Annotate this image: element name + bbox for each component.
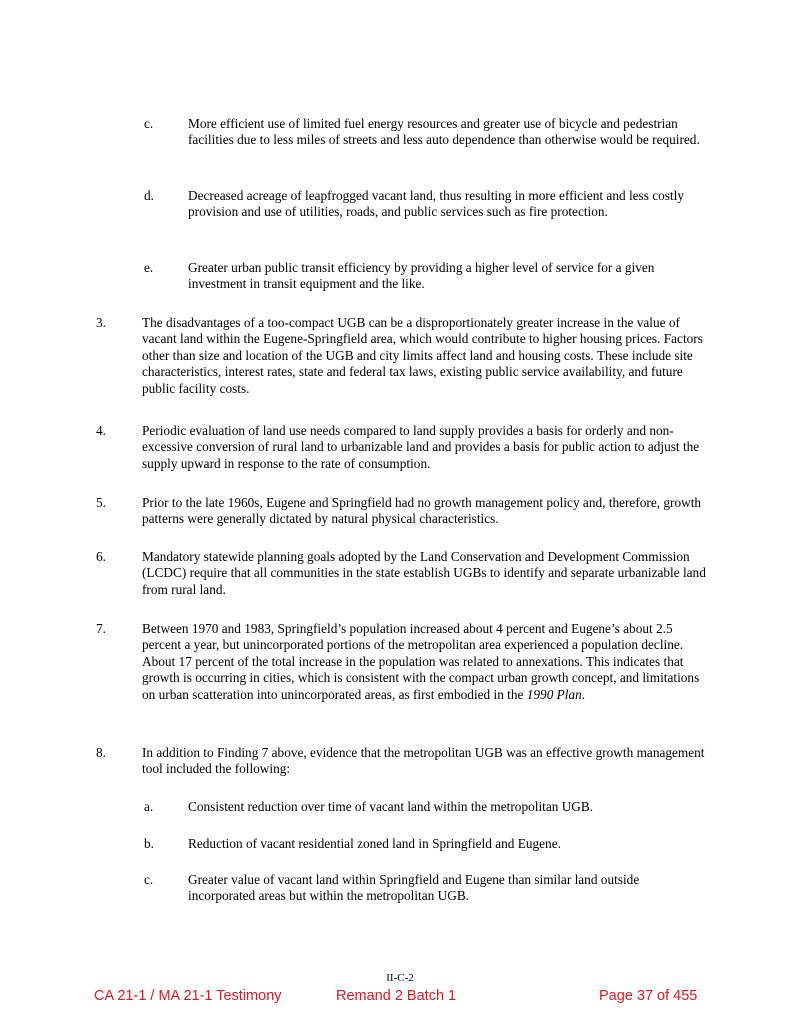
list-label: b.	[144, 836, 154, 851]
finding-7-body: Between 1970 and 1983, Springfield’s population increased about 4 percent and Eugene’s about 2.5 percent a year, but unincorporated portions of the metropolitan area experienced a population decline. About 17 percent of the total increase in the population was related to annexations. This indicates that growth is occurring in cities, which is consistent with the compact urban growth concept, and limitations on urban scatteration into unincorporated areas, as first embodied in the	[142, 621, 700, 702]
finding-text: Mandatory statewide planning goals adopted by the Land Conservation and Development Commission (LCDC) require that all communities in the state establish UGBs to identify and separate urbanizable land from rural land.	[142, 549, 706, 597]
list-text: Reduction of vacant residential zoned land in Springfield and Eugene.	[188, 836, 561, 851]
list-text: Consistent reduction over time of vacant land within the metropolitan UGB.	[188, 799, 594, 814]
plan-title: 1990 Plan	[526, 686, 582, 702]
finding-number: 6.	[96, 549, 106, 564]
finding-text: Prior to the late 1960s, Eugene and Springfield had no growth management policy and, therefore, growth patterns were generally dictated by natural physical characteristics.	[142, 495, 702, 527]
finding-number: 7.	[96, 621, 106, 636]
list-text: Decreased acreage of leapfrogged vacant land, thus resulting in more efficient and less costly provision and use of utilities, roads, and public services such as fire protection.	[188, 188, 684, 220]
finding-text	[142, 621, 710, 703]
list-label: a.	[144, 799, 154, 814]
footer-right: Page 37 of 455	[599, 988, 698, 1004]
footer-center: Remand 2 Batch 1	[336, 988, 457, 1004]
footer-left: CA 21-1 / MA 21-1 Testimony	[94, 988, 282, 1004]
list-label: c.	[144, 872, 154, 887]
finding-7-tail: .	[581, 686, 586, 702]
list-text: Greater value of vacant land within Springfield and Eugene than similar land outside incorporated areas but within the metropolitan UGB.	[188, 872, 640, 904]
list-label: e.	[144, 260, 154, 275]
finding-number: 8.	[96, 745, 106, 760]
finding-text: Periodic evaluation of land use needs compared to land supply provides a basis for orderly and non-excessive conversion of rural land to urbanizable land and provides a basis for public action to adjust the supply upward in response to the rate of consumption.	[142, 423, 700, 471]
finding-text: The disadvantages of a too-compact UGB can be a disproportionately greater increase in the value of vacant land within the Eugene-Springfield area, which would contribute to higher housing prices. Factors other than size and location of the UGB and city limits affect land and housing costs. These include site characteristics, interest rates, state and federal tax laws, existing public service availability, and future public facility costs.	[142, 315, 703, 396]
page-number: II-C-2	[386, 972, 414, 984]
finding-text: In addition to Finding 7 above, evidence that the metropolitan UGB was an effective growth management tool included the following:	[142, 745, 705, 777]
list-label: d.	[144, 188, 154, 203]
finding-number: 5.	[96, 495, 106, 510]
finding-number: 4.	[96, 423, 106, 438]
finding-number: 3.	[96, 315, 106, 330]
list-label: c.	[144, 116, 154, 131]
list-text: Greater urban public transit efficiency by providing a higher level of service for a given investment in transit equipment and the like.	[188, 260, 655, 292]
list-text: More efficient use of limited fuel energy resources and greater use of bicycle and pedestrian facilities due to less miles of streets and less auto dependence than otherwise would be required.	[188, 116, 700, 148]
